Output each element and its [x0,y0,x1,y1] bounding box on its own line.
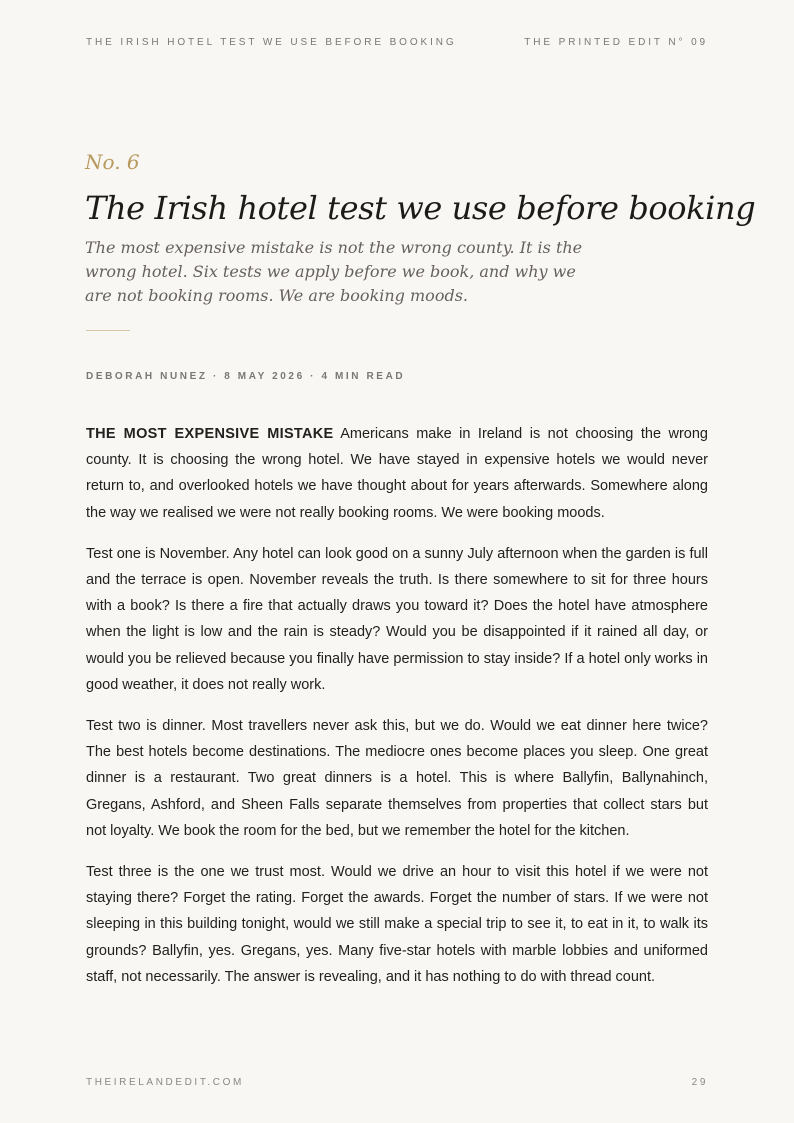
byline: DEBORAH NUNEZ · 8 MAY 2026 · 4 MIN READ [86,371,406,382]
running-title: THE IRISH HOTEL TEST WE USE BEFORE BOOKING [86,37,457,48]
article-dek: The most expensive mistake is not the wrong county. It is the wrong hotel. Six tests we apply before we book, and why we are not booking rooms. We are booking moods. [85,238,583,305]
paragraph-2: Test one is November. Any hotel can look good on a sunny July afternoon when the garden is full and the terrace is open. November reveals the truth. Is there somewhere to sit for three hours with a book? Is there a fire that actually draws you toward it? Does the hotel have atmosphere when the light is low and the rain is steady? Would you be disappointed if it rained all day, or would you be relieved because you finally have permission to stay inside? If a hotel only works in good weather, it does not really work. [86,545,708,693]
article-title: The Irish hotel test we use before booking [85,189,756,227]
paragraph-4: Test three is the one we trust most. Would we drive an hour to visit this hotel if we were not staying there? Forget the rating. Forget the awards. Forget the number of stars. If we were not sleeping in this building tonight, would we still make a special trip to see it, to eat in it, to walk its grounds? Ballyfin, yes. Gregans, yes. Many five-star hotels with marble lobbies and uniformed staff, not necessarily. The answer is revealing, and it has nothing to do with thread count. [86,864,708,985]
article-number: No. 6 [85,150,140,174]
site-url: THEIRELANDEDIT.COM [86,1077,244,1088]
running-header [86,37,708,48]
page-footer [86,1077,708,1088]
lead-in: THE MOST EXPENSIVE MISTAKE [86,426,334,442]
paragraph-1 [86,421,708,526]
page-number: 29 [691,1077,708,1088]
divider-rule [86,330,130,331]
paragraph-3: Test two is dinner. Most travellers never ask this, but we do. Would we eat dinner here twice? The best hotels become destinations. The mediocre ones become places you sleep. One great dinner is a restaurant. Two great dinners is a hotel. This is where Ballyfin, Ballynahinch, Gregans, Ashford, and Sheen Falls separate themselves from properties that collect stars but not loyalty. We book the room for the bed, but we remember the hotel for the kitchen. [86,718,708,839]
article-body [86,421,708,1005]
edition-label: THE PRINTED EDIT N° 09 [524,37,708,48]
paragraph-1-text: Americans make in Ireland is not choosing the wrong county. It is choosing the wrong hotel. We have stayed in expensive hotels we would never return to, and overlooked hotels we have thought about for years afterwards. Somewhere along the way we realised we were not really booking rooms. We were booking moods. [86,426,708,521]
